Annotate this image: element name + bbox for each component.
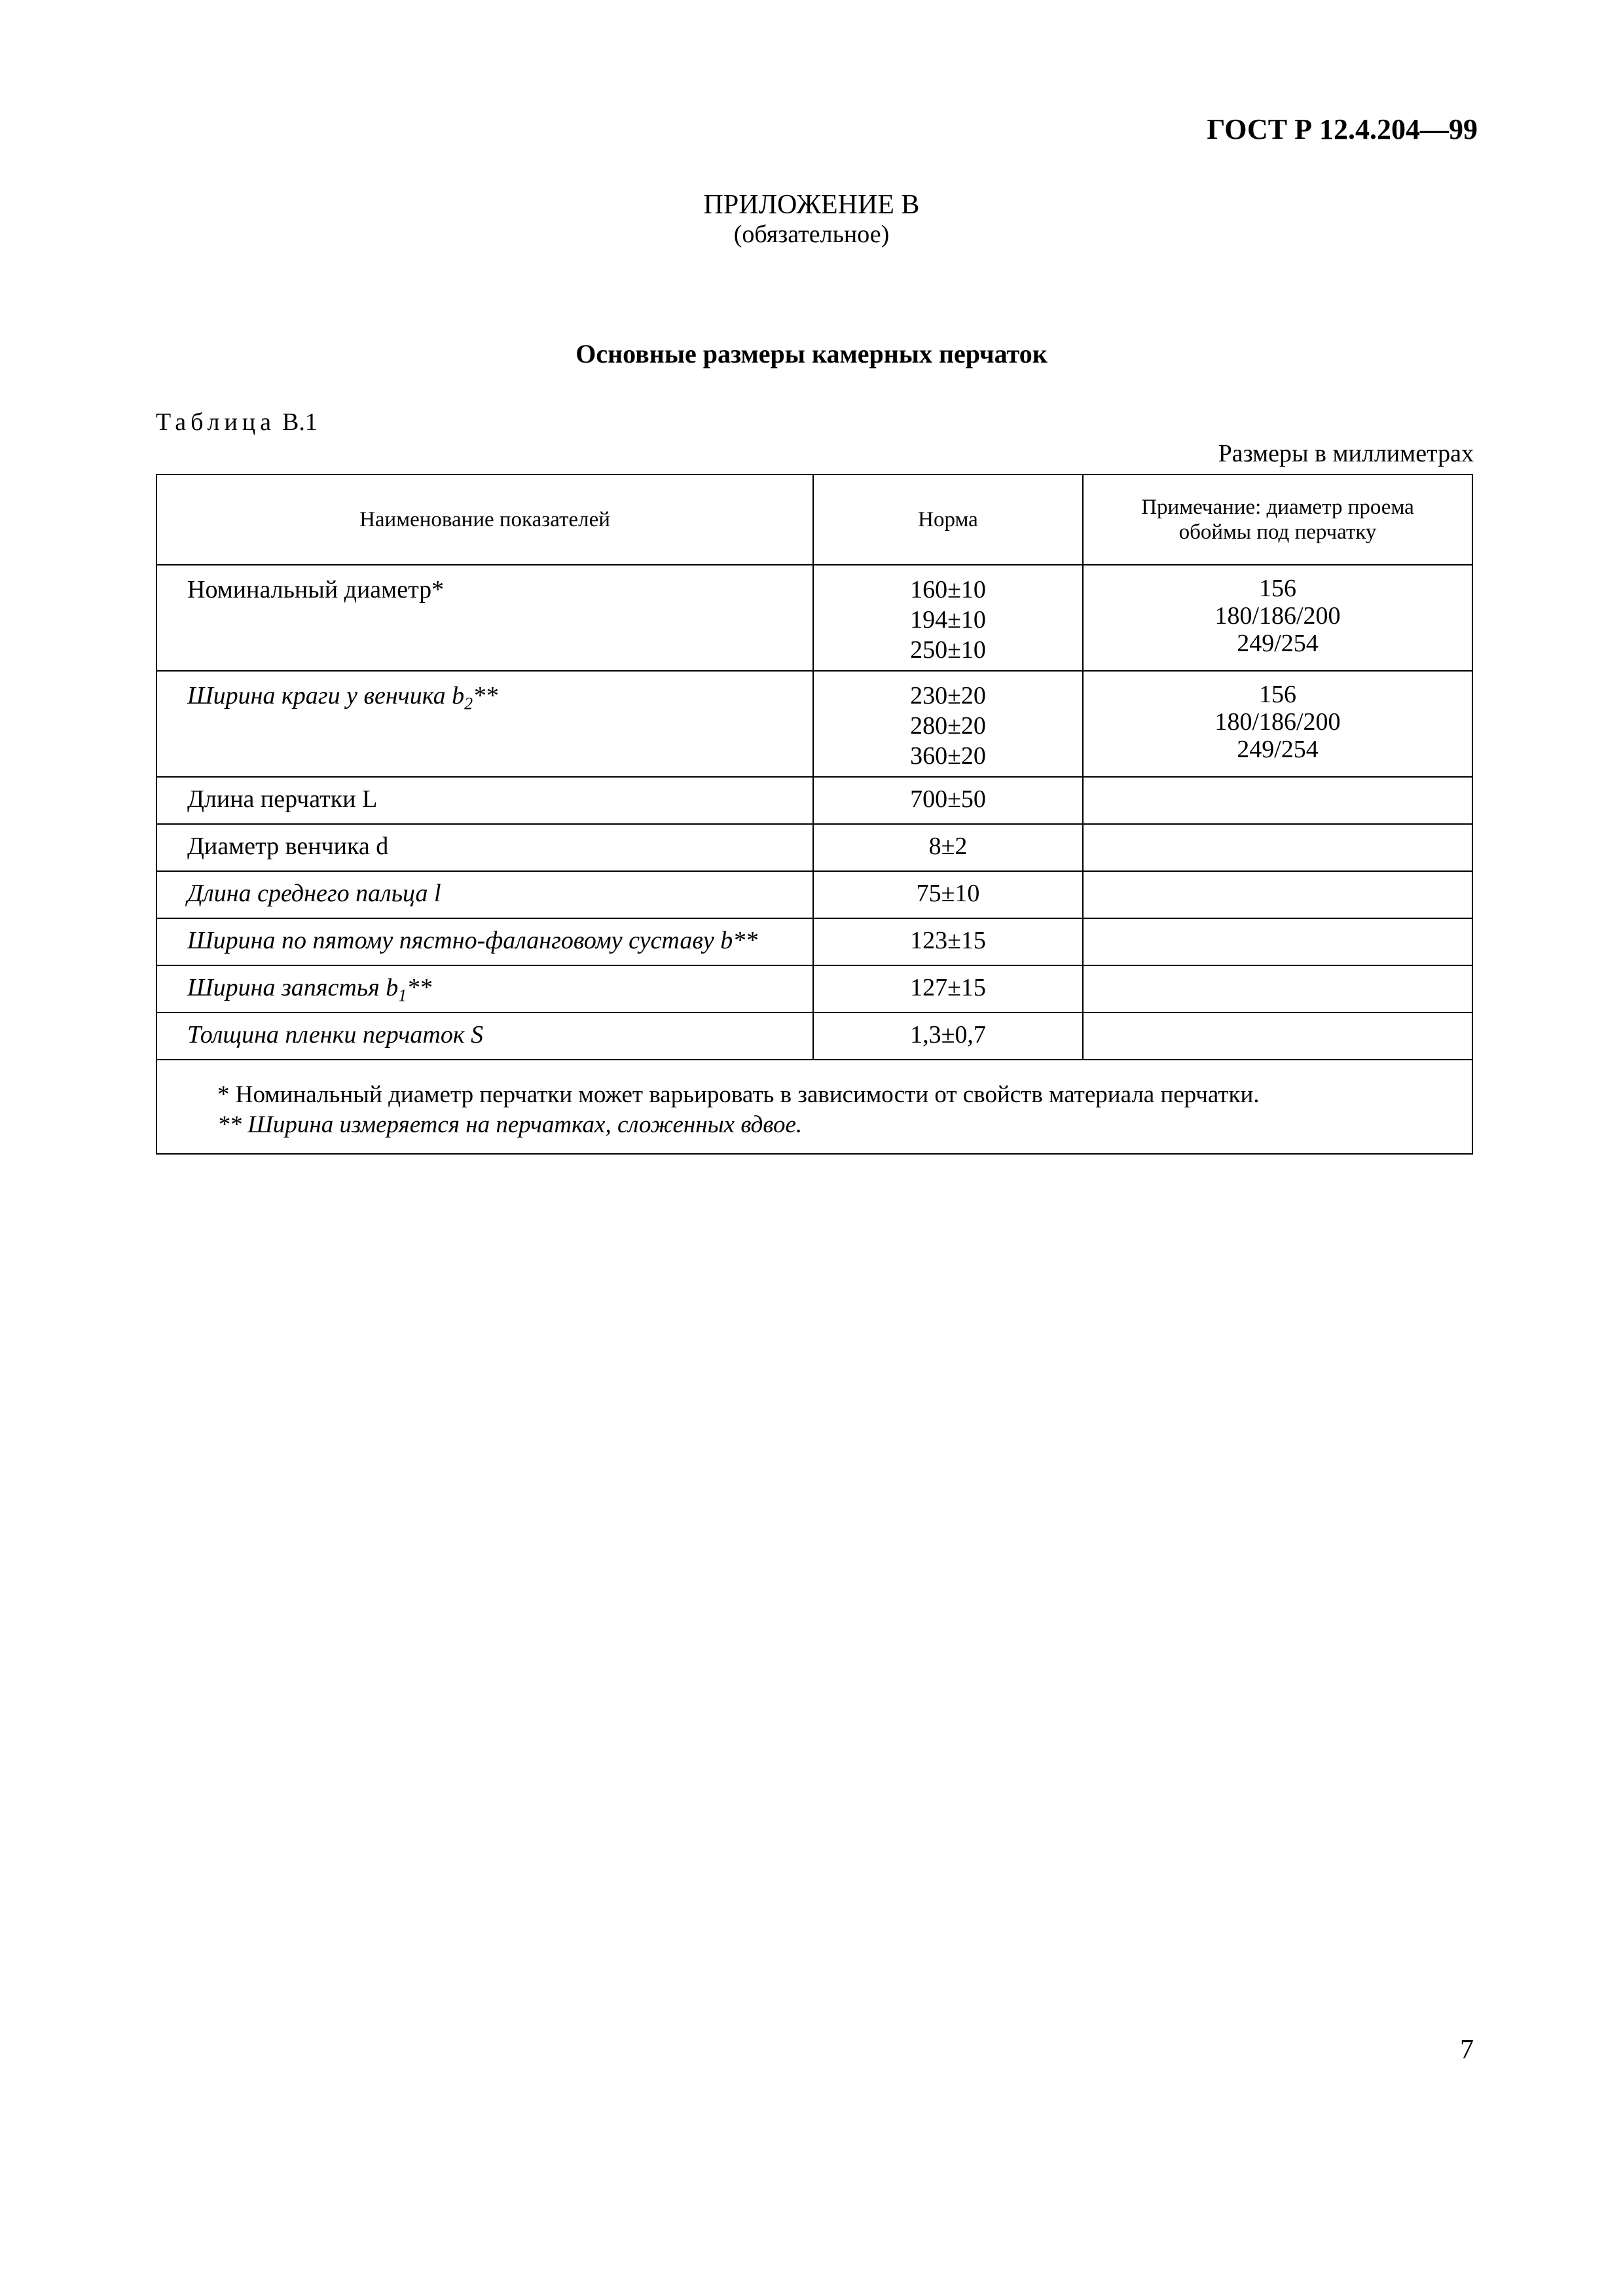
row-name-suffix: ** xyxy=(473,682,498,709)
header-note xyxy=(1083,475,1472,565)
page-number: 7 xyxy=(1460,2035,1474,2065)
row-name: Длина перчатки L xyxy=(187,785,378,813)
row-values xyxy=(814,672,1082,771)
row-note-empty xyxy=(1083,871,1472,918)
footnote-1: * Номинальный диаметр перчатки может варьировать в зависимости от свойств материала перчатки. xyxy=(217,1081,1260,1108)
row-value: 123±15 xyxy=(910,927,986,954)
table-row xyxy=(156,871,1472,918)
row-value: 75±10 xyxy=(916,880,980,907)
row-value: 280±20 xyxy=(910,712,986,740)
row-value: 8±2 xyxy=(928,833,968,860)
row-note-empty xyxy=(1083,777,1472,824)
row-notes xyxy=(1084,565,1472,657)
row-value: 194±10 xyxy=(910,606,986,634)
row-note-empty xyxy=(1083,918,1472,965)
section-title: Основные размеры камерных перчаток xyxy=(575,339,1048,368)
row-name-main: Ширина краги у венчика b xyxy=(187,682,465,709)
document-code: ГОСТ Р 12.4.204—99 xyxy=(1207,113,1478,145)
table-label xyxy=(156,407,318,437)
table-number: В.1 xyxy=(282,408,318,436)
table-row xyxy=(156,965,1472,1013)
row-value: 250±10 xyxy=(910,636,986,664)
table-row xyxy=(156,1013,1472,1060)
row-notes xyxy=(1084,672,1472,763)
row-note: 180/186/200 xyxy=(1214,602,1341,630)
table-row xyxy=(156,777,1472,824)
row-name xyxy=(157,966,812,1003)
header-norm: Норма xyxy=(813,475,1083,565)
row-name: Номинальный диаметр* xyxy=(187,576,445,603)
row-name-main: Ширина запястья b xyxy=(187,974,399,1001)
row-name: Диаметр венчика d xyxy=(187,833,389,860)
row-name-subscript: 2 xyxy=(464,694,473,713)
row-name xyxy=(157,672,812,711)
table-row xyxy=(156,918,1472,965)
table-row xyxy=(156,671,1472,777)
appendix-subtitle: (обязательное) xyxy=(733,221,890,248)
footnote-2: ** Ширина измеряется на перчатках, сложенных вдвое. xyxy=(217,1111,803,1138)
table-row xyxy=(156,824,1472,871)
row-name: Длина среднего пальца l xyxy=(187,880,441,907)
row-note: 249/254 xyxy=(1237,630,1319,657)
row-name: Ширина по пятому пястно-фаланговому суставу b** xyxy=(187,927,758,954)
row-name-suffix: ** xyxy=(407,974,432,1001)
row-value: 230±20 xyxy=(910,682,986,709)
table-header-row xyxy=(156,475,1472,565)
table-label-word: Таблица xyxy=(156,408,276,436)
row-note: 156 xyxy=(1259,681,1296,708)
row-note-empty xyxy=(1083,1013,1472,1060)
table-units: Размеры в миллиметрах xyxy=(1218,440,1474,467)
table-footnotes-row xyxy=(156,1060,1472,1154)
row-value: 1,3±0,7 xyxy=(910,1021,986,1049)
row-note-empty xyxy=(1083,965,1472,1013)
row-value: 360±20 xyxy=(910,742,986,770)
table-row xyxy=(156,565,1472,671)
dimensions-table xyxy=(156,474,1473,1155)
table-footnotes xyxy=(156,1060,1472,1154)
row-name-subscript: 1 xyxy=(398,986,407,1005)
row-note: 180/186/200 xyxy=(1214,708,1341,736)
row-note: 249/254 xyxy=(1237,736,1319,763)
row-note: 156 xyxy=(1259,575,1296,602)
header-indicator: Наименование показателей xyxy=(156,475,813,565)
appendix-title: ПРИЛОЖЕНИЕ В xyxy=(703,190,920,220)
row-value: 700±50 xyxy=(910,785,986,813)
row-value: 127±15 xyxy=(910,974,986,1001)
row-values xyxy=(814,565,1082,665)
row-note-empty xyxy=(1083,824,1472,871)
row-name: Толщина пленки перчаток S xyxy=(187,1021,484,1049)
row-value: 160±10 xyxy=(910,576,986,603)
header-note-text: Примечание: диаметр проема обоймы под перчатку xyxy=(1141,495,1414,544)
